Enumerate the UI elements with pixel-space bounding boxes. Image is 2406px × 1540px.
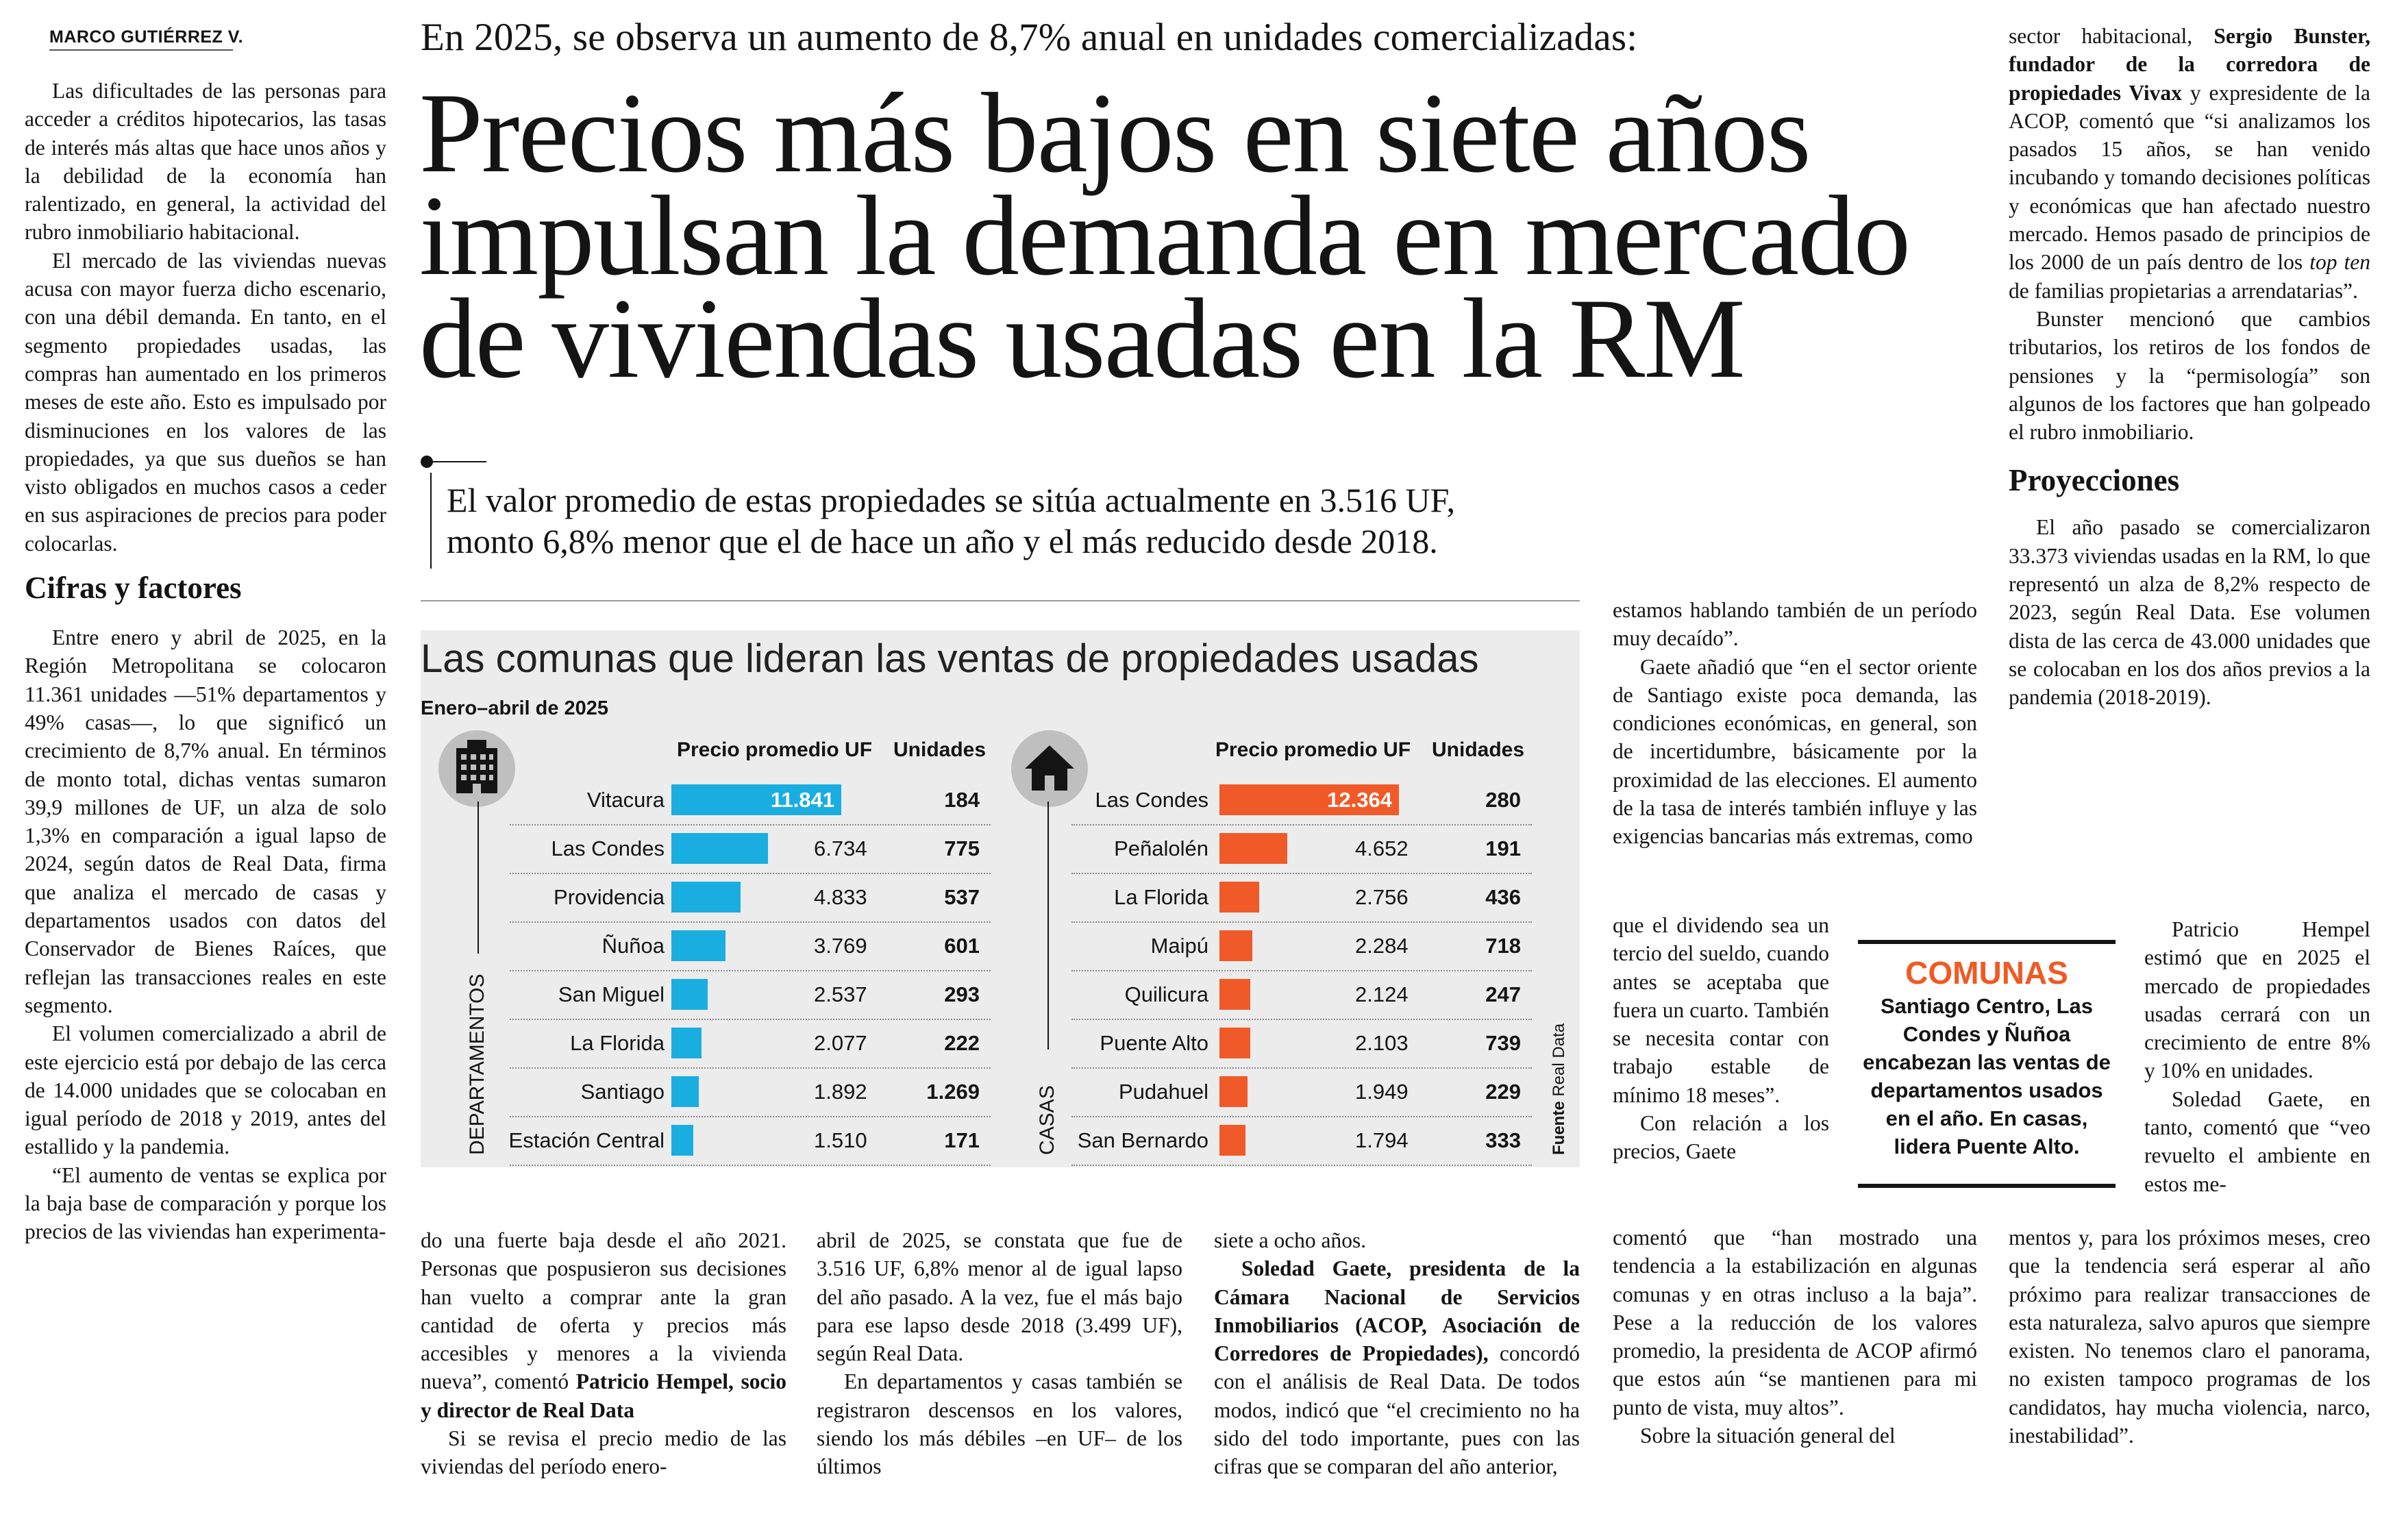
price-label: 2.284 (1355, 934, 1409, 958)
column-3 (817, 1226, 1182, 1481)
paragraph: Si se revisa el precio medio de las viviendas del período enero- (421, 1426, 786, 1479)
price-label: 11.841 (770, 788, 834, 812)
quoted-source: Soledad Gaete, presidenta de la Cámara Nacional de Servicios Inmobiliarios (ACOP, Asociación de Corredores de Propiedades), (1214, 1256, 1580, 1366)
units-label: 247 (1485, 982, 1521, 1006)
paragraph: comentó que “han mostrado una tendencia a la estabilización en algunas comunas y en otras incluso a la baja”. Pese a la reducción de los valores promedio, la presidenta de ACOP afirmó que estos aún “se mantienen para mi punto de vista, muy altos”. (1613, 1226, 1977, 1419)
price-label: 4.652 (1355, 836, 1409, 860)
kicker: En 2025, se observa un aumento de 8,7% anual en unidades comercializadas: (421, 16, 1638, 59)
units-label: 184 (944, 788, 980, 812)
bar (671, 979, 708, 1010)
bar (1219, 1028, 1250, 1058)
dept-rows (510, 775, 991, 1165)
byline-rule (49, 49, 233, 51)
category-label: Las Condes (551, 836, 665, 860)
column-2 (421, 1226, 786, 1481)
price-label: 4.833 (814, 885, 867, 909)
paragraph-text: do una fuerte baja desde el año 2021. Personas que pospusieron sus decisiones han vuelto a comprar ante la gran cantidad de oferta y precios más accesibles y menores a la vivienda nueva”, comentó (421, 1228, 786, 1394)
paragraph-text: y expresidente de la ACOP, comentó que “si analizamos los pasados 15 años, se han venido incubando y tomando decisiones políticas y económicas que han afectado nuestro mercado. Hemos pasado de principios de los 2000 de un país dentro de los (2009, 80, 2371, 275)
dept-group-label: DEPARTAMENTOS (466, 973, 488, 1155)
paragraph: “El aumento de ventas se explica por la baja base de comparación y porque los precios de las viviendas han experimenta- (25, 1163, 386, 1244)
category-label: Las Condes (1095, 788, 1208, 812)
column-5-narrow (1613, 911, 1829, 1166)
chart-title: Las comunas que lideran las ventas de propiedades usadas (421, 636, 1479, 681)
italic-term: top ten (2309, 250, 2370, 275)
house-price-header: Precio promedio UF (1215, 738, 1411, 761)
section-heading: Proyecciones (2009, 463, 2180, 498)
category-label: La Florida (1114, 885, 1208, 909)
subtitle-line: El valor promedio de estas propiedades se sitúa actualmente en 3.516 UF, (447, 481, 1455, 519)
bar (1219, 979, 1250, 1010)
sidebox (1858, 954, 2116, 1160)
bar (1219, 1076, 1248, 1107)
units-label: 222 (944, 1031, 980, 1055)
bar (671, 1076, 699, 1107)
chart-row (1071, 1116, 1532, 1166)
chart-subtitle: Enero–abril de 2025 (421, 697, 609, 719)
bar (671, 1125, 693, 1156)
price-label: 2.124 (1355, 982, 1409, 1006)
price-label: 2.537 (814, 982, 867, 1006)
quoted-source: Sergio Bunster, fundador de la corredora de propiedades Vivax (2009, 24, 2370, 105)
paragraph (2009, 22, 2370, 305)
sidebox-bottom-rule (1858, 1184, 2116, 1188)
paragraph-text: sector habitacional, (2009, 24, 2193, 48)
bar (671, 882, 741, 912)
category-label: Ñuñoa (602, 934, 665, 958)
price-label: 2.077 (814, 1031, 867, 1055)
chart-row (510, 970, 991, 1020)
column-6-lower (2009, 1224, 2370, 1450)
house-units-header: Unidades (1432, 738, 1525, 761)
section-heading: Cifras y factores (25, 571, 242, 606)
chart-row (510, 1067, 991, 1117)
category-label: La Florida (570, 1031, 665, 1055)
paragraph (1214, 1254, 1580, 1480)
headline-line: impulsan la demanda en mercado (419, 173, 1910, 299)
category-label: Pudahuel (1118, 1080, 1208, 1104)
sidebox-title: COMUNAS (1905, 955, 2068, 991)
paragraph: El volumen comercializado a abril de este ejercicio está por debajo de las cerca de 14.000 unidades que se colocaban en igual período de 2018 y 2019, antes del estallido y la pandemia. (25, 1021, 386, 1159)
price-label: 1.794 (1355, 1128, 1409, 1152)
units-label: 739 (1485, 1031, 1521, 1055)
quoted-source: Patricio Hempel, socio y director de Real Data (421, 1369, 786, 1422)
paragraph: abril de 2025, se constata que fue de 3.516 UF, 6,8% menor al de igual lapso del año pasado. A la vez, fue el más bajo para ese lapso desde 2018 (3.499 UF), según Real Data. (817, 1228, 1182, 1366)
paragraph: que el dividendo sea un tercio del sueldo, cuando antes se aceptaba que fuera un cuarto. También se necesita contar con trabajo estable de mínimo 18 meses”. (1613, 913, 1829, 1107)
paragraph-text: concordó con el análisis de Real Data. De todos modos, indicó que “el crecimiento no ha sido del todo importante, pues con las cifras que se comparan del año anterior, (1214, 1341, 1580, 1479)
paragraph-text: de familias propietarias a arrendatarias”. (2009, 278, 2358, 303)
column-6 (2009, 22, 2370, 712)
price-label: 1.510 (814, 1128, 867, 1152)
chart-row (510, 824, 991, 874)
paragraph: Con relación a los precios, Gaete (1613, 1111, 1829, 1164)
subtitle-rule (432, 461, 486, 462)
category-label: Vitacura (586, 788, 665, 812)
chart-row (1071, 1067, 1532, 1117)
paragraph: Soledad Gaete, en tanto, comentó que “veo revuelto el ambiente en estos me- (2144, 1086, 2370, 1196)
headline (419, 70, 1910, 402)
units-label: 1.269 (926, 1080, 980, 1104)
paragraph: El año pasado se comercializaron 33.373 viviendas usadas en la RM, lo que representó un alza de 8,2% respecto de 2023, según Real Data. Ese volumen dista de las cerca de 43.000 unidades que se colocaban en los dos años previos a la pandemia (2018-2019). (2009, 515, 2370, 710)
bar (1219, 1125, 1245, 1156)
category-label: Maipú (1150, 934, 1208, 958)
chart-source (1550, 1023, 1569, 1155)
headline-line: de viviendas usadas en la RM (419, 275, 1744, 402)
column-6-narrow (2144, 915, 2370, 1198)
house-rows (1071, 775, 1532, 1165)
sidebox-text: Santiago Centro, Las Condes y Ñuñoa encabezan las ventas de departamentos usados en el año. En casas, lidera Puente Alto. (1863, 994, 2111, 1158)
paragraph: Entre enero y abril de 2025, en la Región Metropolitana se colocaron 11.361 unidades —51% departamentos y 49% casas—, lo que significó un crecimiento de 8,7% anual. En términos de monto total, dichas ventas sumaron 39,9 millones de UF, un alza de solo 1,3% en comparación a igual lapso de 2024, según datos de Real Data, firma que analiza el mercado de casas y departamentos usados con datos del Conservador de Bienes Raíces, que reflejan las transacciones reales en este segmento. (25, 625, 386, 1017)
subtitle (447, 480, 1455, 562)
divider (421, 600, 1580, 601)
chart-row (1071, 970, 1532, 1020)
house-group-label: CASAS (1036, 1085, 1058, 1155)
column-5-lower (1613, 1224, 1977, 1450)
bar (671, 1028, 702, 1058)
chart-row (510, 1019, 991, 1069)
units-label: 601 (944, 934, 980, 958)
paragraph: Sobre la situación general del (1640, 1424, 1896, 1448)
chart-row (510, 873, 991, 923)
units-label: 333 (1485, 1128, 1521, 1152)
chart-row (510, 1116, 991, 1166)
paragraph: Las dificultades de las personas para acceder a créditos hipotecarios, las tasas de interés más altas que hace unos años y la debilidad de la economía han ralentizado, en general, la actividad del rubro inmobiliario habitacional. (25, 79, 386, 245)
column-5 (1613, 596, 1977, 851)
category-label: Estación Central (508, 1128, 665, 1152)
paragraph: El mercado de las viviendas nuevas acusa con mayor fuerza dicho escenario, con una débil demanda. En tanto, en el segmento propiedades usadas, las compras han aumentado en los primeros meses de este año. Esto es impulsado por disminuciones en los valores de las propiedades, ya que sus dueños se han visto obligados en muchos casos a ceder en sus aspiraciones de precios para poder colocarlas. (25, 248, 386, 556)
dept-group-line (478, 802, 479, 954)
category-label: Peñalolén (1114, 836, 1208, 860)
price-label: 3.769 (814, 934, 867, 958)
chart-row (1071, 824, 1532, 874)
paragraph (421, 1226, 786, 1424)
chart-row (1071, 775, 1532, 825)
bar (671, 833, 768, 864)
units-label: 537 (944, 885, 980, 909)
dept-units-header: Unidades (893, 738, 987, 761)
category-label: Santiago (580, 1080, 665, 1104)
units-label: 293 (944, 982, 980, 1006)
subtitle-rule-vertical (430, 473, 432, 569)
byline: MARCO GUTIÉRREZ V. (49, 27, 244, 47)
bar (1219, 882, 1259, 912)
category-label: Providencia (554, 885, 665, 909)
price-label: 1.949 (1355, 1080, 1409, 1104)
chart-row (1071, 1019, 1532, 1069)
headline-line: Precios más bajos en siete años (419, 70, 1810, 197)
price-label: 6.734 (814, 836, 867, 860)
units-label: 436 (1485, 885, 1521, 909)
units-label: 171 (944, 1128, 980, 1152)
chart-row (510, 921, 991, 971)
category-label: San Bernardo (1077, 1128, 1208, 1152)
units-label: 775 (944, 836, 980, 860)
source-name: Real Data (1550, 1023, 1568, 1097)
category-label: San Miguel (558, 982, 665, 1006)
units-label: 191 (1485, 836, 1521, 860)
chart-row (1071, 873, 1532, 923)
paragraph: En departamentos y casas también se registraron descensos en los valores, siendo los más débiles –en UF– de los últimos (817, 1369, 1182, 1479)
units-label: 718 (1485, 934, 1521, 958)
paragraph: estamos hablando también de un período muy decaído”. (1613, 598, 1977, 651)
price-label: 2.103 (1355, 1031, 1409, 1055)
column-1 (25, 77, 386, 1246)
bar (671, 930, 725, 961)
chart-row (1071, 921, 1532, 971)
price-label: 2.756 (1355, 885, 1409, 909)
units-label: 280 (1485, 788, 1521, 812)
chart-row (510, 775, 991, 825)
units-label: 229 (1485, 1080, 1521, 1104)
bar (1219, 930, 1252, 961)
sidebox-top-rule (1858, 940, 2116, 944)
subtitle-line: monto 6,8% menor que el de hace un año y el más reducido desde 2018. (447, 522, 1438, 560)
paragraph: Gaete añadió que “en el sector oriente de Santiago existe poca demanda, las condiciones económicas, en general, son de incertidumbre, básicamente por la proximidad de las elecciones. El aumento de la tasa de interés también influye y las exigencias bancarias más extremas, como (1613, 654, 1977, 849)
dept-price-header: Precio promedio UF (677, 738, 873, 761)
paragraph: Bunster mencionó que cambios tributarios, los retiros de los fondos de pensiones y la “permisología” son algunos de los factores que han golpeado el rubro inmobiliario. (2009, 306, 2370, 445)
bar (1219, 833, 1287, 864)
column-4 (1214, 1226, 1580, 1481)
category-label: Quilicura (1124, 982, 1208, 1006)
source-label: Fuente (1550, 1101, 1568, 1155)
paragraph: Patricio Hempel estimó que en 2025 el mercado de propiedades usadas cerrará con un crecimiento de entre 8% y 10% en unidades. (2144, 917, 2370, 1083)
category-label: Puente Alto (1100, 1031, 1208, 1055)
price-label: 1.892 (814, 1080, 867, 1104)
price-label: 12.364 (1327, 788, 1392, 812)
paragraph: mentos y, para los próximos meses, creo que la tendencia será esperar al año próximo para realizar transacciones de esta naturaleza, salvo apuros que siempre existen. No tenemos claro el panorama, no existen tampoco programas de los candidatos, hay mucha violencia, narco, inestabilidad”. (2009, 1226, 2370, 1448)
paragraph: siete a ocho años. (1214, 1228, 1367, 1252)
